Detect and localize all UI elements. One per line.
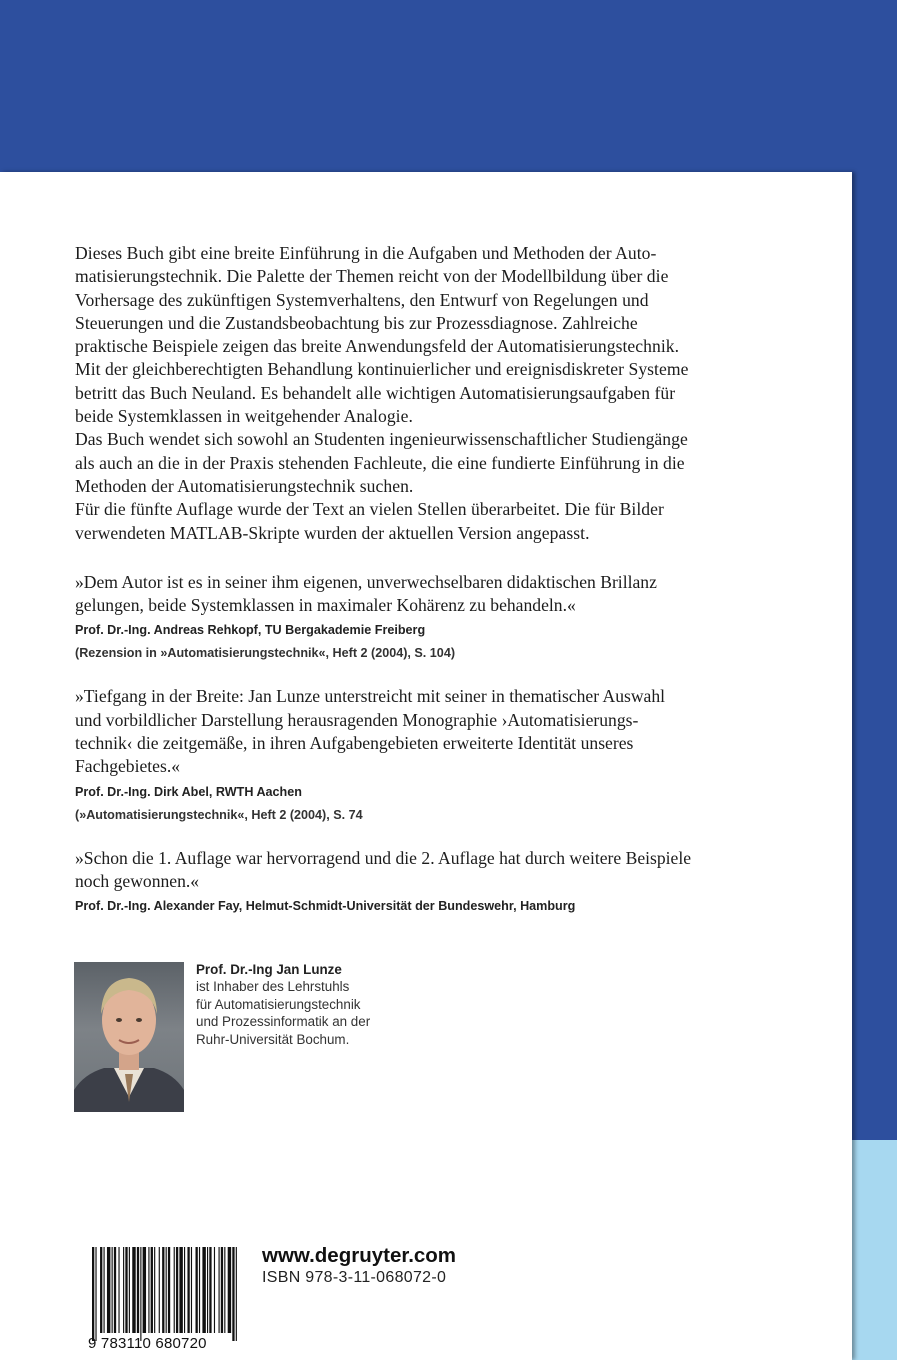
description-paragraph-3: Für die fünfte Auflage wurde der Text an vielen Stellen überarbeitet. Die für Bilder verwendeten MATLAB-Skripte wurden der aktuellen Version angepasst. (75, 499, 664, 543)
quote-author: Prof. Dr.-Ing. Andreas Rehkopf, TU Bergakademie Freiberg (75, 623, 426, 638)
quote-text: »Tiefgang in der Breite: Jan Lunze unterstreicht mit seiner in thematischer Auswahl und vorbildlicher Darstellung herausragenden Monographie ›Automatisierungs- technik‹ die zeitgemäße, in ihren Aufgabengebieten erweiterte Identität unseres Fachgebietes.« (75, 686, 666, 777)
description-paragraph-2: Das Buch wendet sich sowohl an Studenten ingenieurwissenschaftlicher Studiengänge als auch an die in der Praxis stehenden Fachleute, die eine fundierte Einführung in die Methoden der Automatisierungstechnik suchen. (75, 429, 688, 496)
isbn-barcode (90, 1247, 238, 1343)
review-quote-1 (75, 571, 785, 664)
author-bio-line: ist Inhaber des Lehrstuhls (196, 979, 350, 995)
author-bio-line: für Automatisierungstechnik (196, 996, 361, 1012)
author-portrait-icon (74, 962, 184, 1112)
quote-text: »Schon die 1. Auflage war hervorragend und die 2. Auflage hat durch weitere Beispiele noch gewonnen.« (75, 847, 692, 891)
author-photo (74, 962, 184, 1112)
quote-author: Prof. Dr.-Ing. Dirk Abel, RWTH Aachen (75, 784, 302, 799)
review-quote-2 (75, 685, 785, 824)
quote-author: Prof. Dr.-Ing. Alexander Fay, Helmut-Schmidt-Universität der Bundeswehr, Hamburg (75, 899, 576, 914)
author-bio-line: Ruhr-Universität Bochum. (196, 1031, 350, 1047)
quote-text: »Dem Autor ist es in seiner ihm eigenen, unverwechselbaren didaktischen Brillanz gelungen, beide Systemklassen in maximaler Kohärenz zu behandeln.« (75, 571, 657, 616)
back-cover-panel (0, 172, 852, 1360)
light-blue-stripe (852, 1140, 897, 1360)
barcode-icon (90, 1247, 238, 1343)
review-quote-3 (75, 847, 785, 917)
barcode-digits: 9 783110 680720 (88, 1335, 207, 1352)
author-bio-line: und Prozessinformatik an der (196, 1014, 371, 1030)
author-name: Prof. Dr.-Ing Jan Lunze (196, 962, 342, 977)
author-section (74, 962, 370, 1112)
author-bio (196, 961, 370, 1048)
back-cover-content (75, 242, 785, 916)
quote-source: (Rezension in »Automatisierungstechnik«, Heft 2 (2004), S. 104) (75, 646, 456, 661)
quote-source: (»Automatisierungstechnik«, Heft 2 (2004), S. 74 (75, 807, 363, 822)
book-description (75, 242, 785, 545)
publisher-website: www.degruyter.com (262, 1244, 457, 1267)
isbn-number: ISBN 978-3-11-068072-0 (262, 1269, 447, 1286)
description-paragraph-1: Dieses Buch gibt eine breite Einführung in die Aufgaben und Methoden der Auto- matisierungstechnik. Die Palette der Themen reicht von der Modellbildung über die Vorhersage des zukünftigen Systemverhaltens, den Entwurf von Regelungen und Steuerungen und die Zustandsbeobachtung bis zur Prozessdiagnose. Zahlreiche praktische Beispiele zeigen das breite Anwendungsfeld der Automatisierungstechnik. Mit der gleichberechtigten Behandlung kontinuierlicher und ereignisdiskreter Systeme betritt das Buch Neuland. Es behandelt alle wichtigen Automatisierungsaufgaben für beide Systemklassen in weitgehender Analogie. (75, 243, 689, 427)
